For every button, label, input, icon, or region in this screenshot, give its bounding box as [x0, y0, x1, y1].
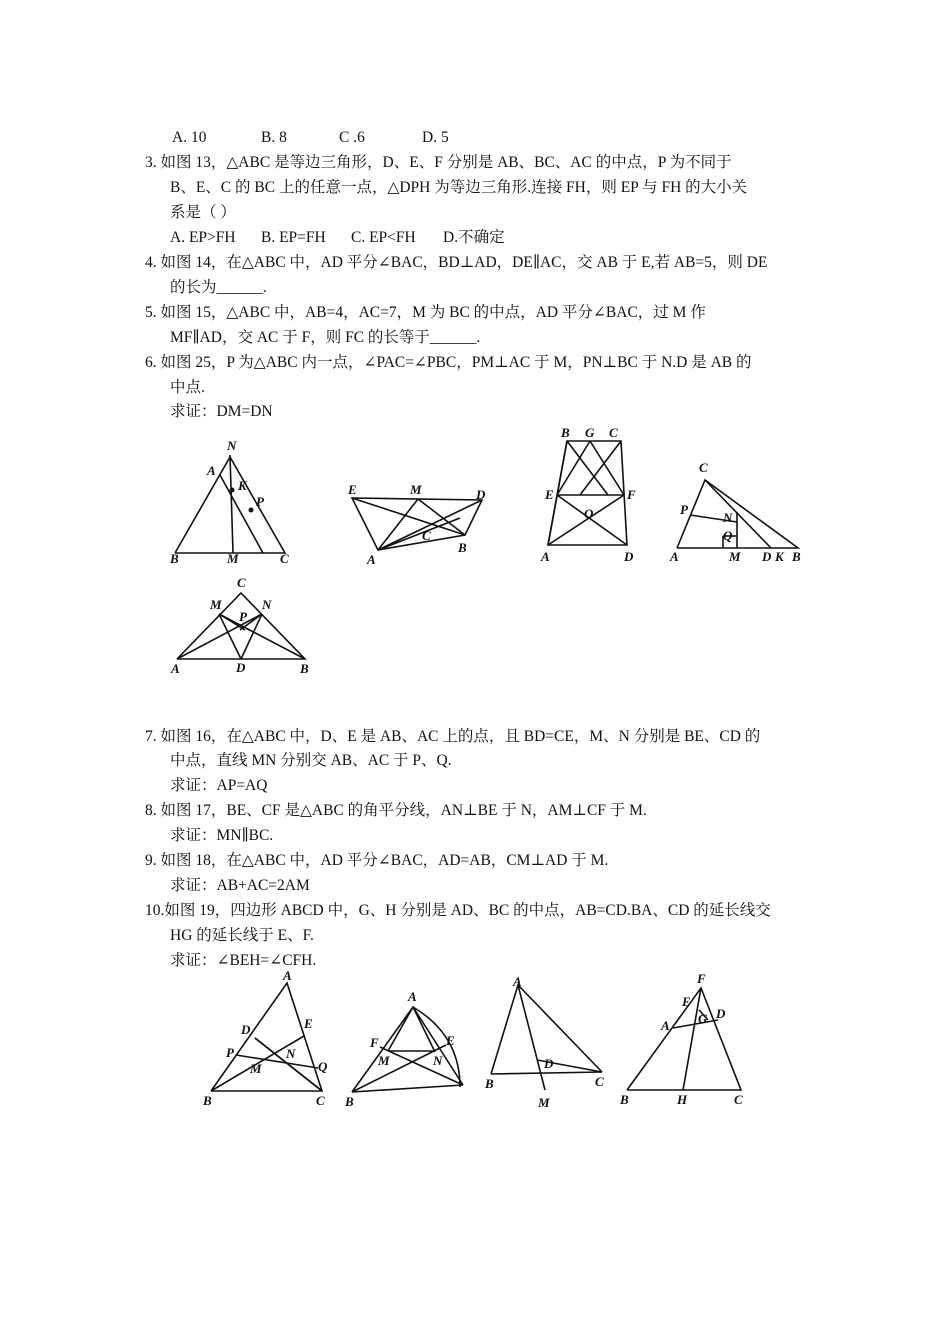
q3-line-3: 系是（ ） [170, 204, 236, 221]
q7-line-1: 7. 如图 16，在△ABC 中，D、E 是 AB、AC 上的点，且 BD=CE，M、N 分别是 BE、CD 的 [145, 728, 761, 745]
fig1-label-k: K [238, 478, 247, 493]
figure-6-triangle-16 [198, 968, 338, 1113]
q9-proof: 求证：AB+AC=2AM [170, 877, 310, 894]
fig5-label-p: P [239, 609, 247, 624]
fig6-label-c: C [316, 1093, 325, 1108]
fig6-label-m: M [250, 1061, 262, 1076]
q5-line-2: MF∥AD，交 AC 于 F，则 FC 的长等于______. [170, 329, 481, 346]
fig3-label-f: F [627, 487, 636, 502]
q6-proof: 求证：DM=DN [170, 403, 273, 420]
fig1-label-m: M [227, 551, 239, 566]
q7-line-2: 中点，直线 MN 分别交 AB、AC 于 P、Q. [170, 752, 452, 769]
q6-line-1: 6. 如图 25，P 为△ABC 内一点，∠PAC=∠PBC，PM⊥AC 于 M，PN⊥BC 于 N.D 是 AB 的 [145, 354, 752, 371]
q8-proof: 求证：MN∥BC. [170, 827, 274, 844]
fig3-label-c: C [609, 425, 618, 440]
fig5-label-m: M [210, 597, 222, 612]
fig2-label-d: D [476, 487, 486, 502]
fig4-label-q: Q [723, 528, 733, 543]
figure-1-triangle-nakp [165, 435, 300, 570]
fig8-label-b: B [485, 1076, 494, 1091]
fig3-label-a: A [541, 549, 550, 564]
fig9-label-h: H [677, 1092, 688, 1107]
fig2-label-b: B [458, 540, 467, 555]
q8-line-1: 8. 如图 17，BE、CF 是△ABC 的角平分线，AN⊥BE 于 N，AM⊥CF 于 M. [145, 802, 647, 819]
fig3-label-e: E [545, 487, 554, 502]
fig4-label-d: D [762, 549, 772, 564]
fig9-label-d: D [716, 1006, 726, 1021]
fig7-label-a: A [408, 989, 417, 1004]
q10-line-1: 10.如图 19，四边形 ABCD 中，G、H 分别是 AD、BC 的中点，AB=CD.BA、CD 的延长线交 [145, 902, 771, 919]
fig1-label-n: N [227, 438, 237, 453]
fig9-label-e: E [682, 994, 691, 1009]
fig6-label-d: D [241, 1022, 251, 1037]
q3-option-c: C. EP<FH [351, 229, 416, 246]
fig3-label-o: O [584, 506, 594, 521]
q3-option-b: B. EP=FH [261, 229, 326, 246]
fig7-label-f: F [370, 1035, 379, 1050]
fig5-label-n: N [262, 597, 272, 612]
fig3-label-b: B [561, 425, 570, 440]
fig2-label-c: C [422, 528, 431, 543]
fig4-label-n: N [723, 510, 733, 525]
fig1-label-a: A [207, 463, 216, 478]
fig1-label-b: B [170, 551, 179, 566]
q3-option-d: D.不确定 [443, 229, 505, 246]
fig2-label-a: A [367, 552, 376, 567]
fig4-label-p: P [680, 502, 688, 517]
q9-line-1: 9. 如图 18，在△ABC 中，AD 平分∠BAC，AD=AB，CM⊥AD 于 M. [145, 852, 609, 869]
fig4-label-b: B [792, 549, 801, 564]
q2-option-c: C .6 [339, 129, 365, 146]
fig7-label-m: M [378, 1053, 390, 1068]
fig6-label-p: P [226, 1045, 234, 1060]
q5-line-1: 5. 如图 15，△ABC 中，AB=4，AC=7，M 为 BC 的中点，AD 平分∠BAC，过 M 作 [145, 304, 706, 321]
fig6-label-b: B [203, 1093, 212, 1108]
fig4-label-c: C [699, 460, 708, 475]
q2-option-b: B. 8 [261, 129, 287, 146]
fig2-label-e: E [348, 482, 357, 497]
fig7-label-n: N [433, 1053, 443, 1068]
q10-proof: 求证：∠BEH=∠CFH. [170, 952, 317, 969]
figure-9-quadrilateral-19 [615, 968, 765, 1113]
q3-line-1: 3. 如图 13，△ABC 是等边三角形，D、E、F 分别是 AB、BC、AC 的中点，P 为不同于 [145, 154, 732, 171]
fig9-label-c: C [734, 1092, 743, 1107]
fig5-label-c: C [237, 575, 246, 590]
q3-line-2: B、E、C 的 BC 上的任意一点，△DPH 为等边三角形.连接 FH，则 EP 与 FH 的大小关 [170, 179, 748, 196]
fig6-label-e: E [304, 1016, 313, 1031]
fig9-label-f: F [697, 971, 706, 986]
fig4-label-m: M [729, 549, 741, 564]
figure-8-triangle-18 [478, 970, 613, 1115]
fig5-label-a: A [171, 661, 180, 676]
figure-4-triangle [665, 460, 810, 570]
fig5-label-b: B [300, 661, 309, 676]
fig1-label-p: P [256, 494, 264, 509]
q4-line-2: 的长为______. [170, 279, 267, 296]
fig4-label-k: K [775, 549, 784, 564]
fig4-label-a: A [670, 549, 679, 564]
fig9-label-a: A [661, 1018, 670, 1033]
q3-option-a: A. EP>FH [170, 229, 236, 246]
q2-option-d: D. 5 [422, 129, 449, 146]
fig3-label-g: G [585, 425, 595, 440]
q6-line-2: 中点. [170, 379, 205, 396]
q2-option-a: A. 10 [172, 129, 207, 146]
fig8-label-a: A [513, 974, 522, 989]
figure-2-quadrilateral [340, 480, 495, 570]
q10-line-2: HG 的延长线于 E、F. [170, 927, 314, 944]
fig5-label-d: D [236, 660, 246, 675]
q4-line-1: 4. 如图 14，在△ABC 中，AD 平分∠BAC，BD⊥AD，DE∥AC，交 AB 于 E,若 AB=5，则 DE [145, 254, 768, 271]
fig7-label-e: E [446, 1033, 455, 1048]
figure-7-triangle-17 [340, 985, 470, 1110]
fig8-label-m: M [538, 1095, 550, 1110]
fig9-label-b: B [620, 1092, 629, 1107]
fig3-label-d: D [624, 549, 634, 564]
fig8-label-d: D [544, 1056, 554, 1071]
fig7-label-b: B [345, 1094, 354, 1109]
figure-5-triangle-mnp [165, 575, 310, 680]
fig6-label-q: Q [318, 1059, 328, 1074]
figure-3-trapezoid [535, 425, 645, 570]
fig9-label-g: G [698, 1011, 708, 1026]
q7-proof: 求证：AP=AQ [170, 777, 268, 794]
fig6-label-n: N [286, 1046, 296, 1061]
fig8-label-c: C [595, 1074, 604, 1089]
fig1-label-c: C [280, 551, 289, 566]
fig2-label-m: M [410, 482, 422, 497]
fig6-label-a: A [283, 968, 292, 983]
